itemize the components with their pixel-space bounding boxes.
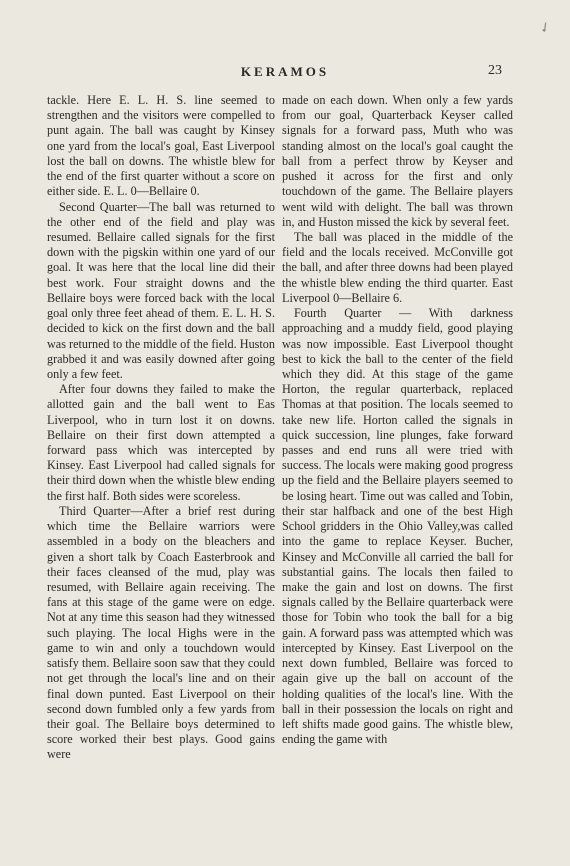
page-number: 23 (488, 63, 502, 78)
left-column (47, 93, 275, 763)
paragraph: Second Quarter—The ball was returned to the other end of the field and play was resumed. Bellaire called signals for the first down with the pigskin within one yard of our goal. It was here that the local line did their best work. Four straight downs and the Bellaire boys were forced back with the local goal only three feet ahead of them. E. L. H. S. decided to kick on the first down and the ball was returned to the middle of the field. Huston grabbed it and was easily downed after going only a few feet. (47, 199, 275, 381)
paragraph: made on each down. When only a few yards from our goal, Quarterback Keyser called signals for a forward pass, Muth who was standing almost on the local's goal caught the ball from a perfect throw by Keyser and pushed it across for the first and only touchdown of the game. The Bellaire players went wild with delight. The ball was thrown in, and Huston missed the kick by several feet. (282, 93, 513, 229)
running-title: KERAMOS (240, 64, 330, 79)
paragraph: The ball was placed in the middle of the field and the locals received. McConville got the ball, and after three downs had been played the whistle blew ending the third quarter. East Liverpool 0—Bellaire 6. (282, 229, 513, 305)
page-header (0, 64, 570, 82)
paragraph: tackle. Here E. L. H. S. line seemed to strengthen and the visitors were compelled to punt again. The ball was caught by Kinsey one yard from the local's goal, East Liverpool lost the ball on downs. The whistle blew for the end of the first quarter without a score on either side. E. L. 0—Bellaire 0. (47, 93, 275, 199)
paragraph: Fourth Quarter — With darkness approaching and a muddy field, good playing was now impossible. East Liverpool thought best to kick the ball to the center of the field which they did. At this stage of the game Horton, the regular quarterback, replaced Thomas at that position. The locals seemed to take new life. Horton called the signals in quick succession, line plunges, fake forward passes and end runs all were tried with success. The locals were making good progress up the field and the Bellaire players seemed to be losing heart. Time out was called and Tobin, their star halfback and one of the best High School gridders in the Ohio Valley,was called into the game to replace Keyser. Bucher, Kinsey and McConville all carried the ball for substantial gains. The locals then failed to make the gain and lost on downs. The first signals called by the Bellaire quarterback were those for Tobin who took the ball for a big gain. A forward pass was attempted which was intercepted by Kinsey. East Liverpool on the next down fumbled, Bellaire was forced to again give up the ball on account of the holding qualities of the local's line. With the ball in their possession the locals on right and left shifts made good gains. The whistle blew, ending the game with (282, 306, 513, 747)
pencil-mark: ✓ (537, 19, 555, 38)
paragraph: After four downs they failed to make the allotted gain and the ball went to Eas Liverpool, who in turn lost it on downs. Bellaire on their first down attempted a forward pass which was intercepted by Kinsey. East Liverpool had called signals for their third down when the whistle blew ending the first half. Both sides were scoreless. (47, 382, 275, 503)
right-column (282, 93, 513, 747)
paragraph: Third Quarter—After a brief rest during which time the Bellaire warriors were assembled in a body on the bleachers and given a short talk by Coach Easterbrook and their faces cleansed of the mud, play was resumed, with Bellaire again receiving. The fans at this stage of the game were on edge. Not at any time this season had they witnessed such playing. The local Highs were in the game to win and only a touchdown would satisfy them. Bellaire soon saw that they could not get through the local's line and on their final down punted. East Liverpool on their second down fumbled only a few yards from their goal. The Bellaire boys determined to score worked their best plays. Good gains were (47, 503, 275, 762)
